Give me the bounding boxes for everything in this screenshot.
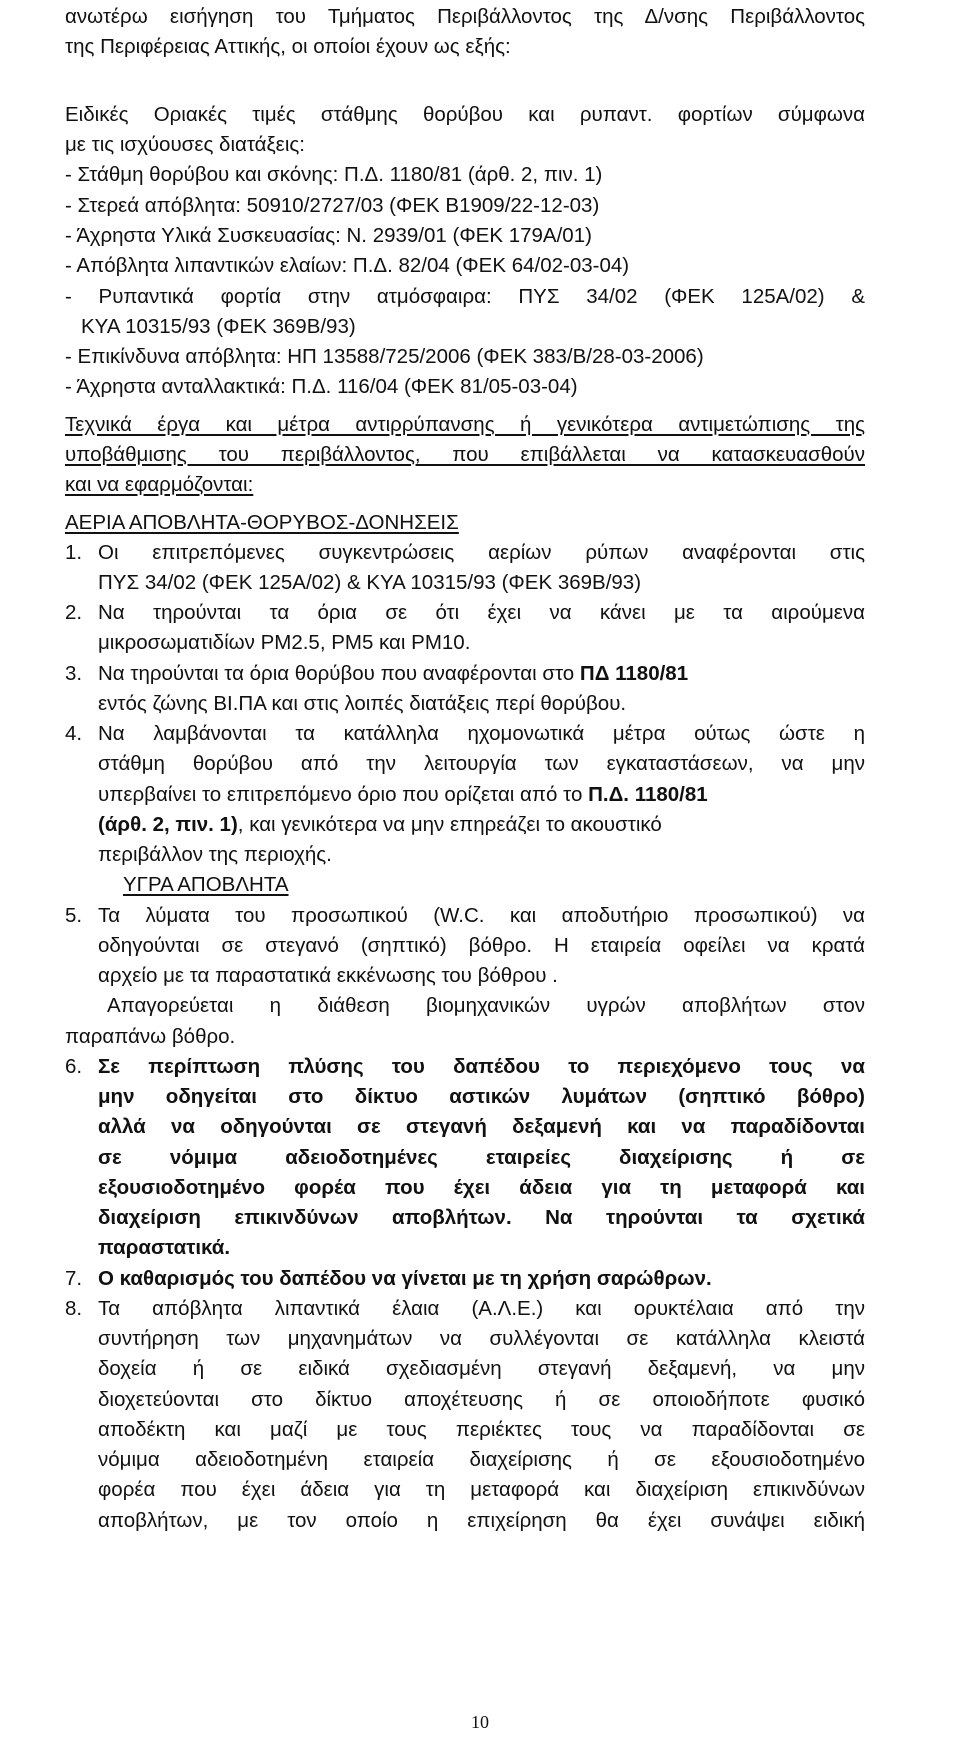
item-text: εξουσιοδοτημένο φορέα που έχει άδεια για τη μεταφορά και [98, 1176, 865, 1199]
item-text: διοχετεύονται στο δίκτυο αποχέτευσης ή σε οποιοδήποτε φυσικό [98, 1388, 865, 1411]
item-text: Απαγορεύεται η διάθεση βιομηχανικών υγρών αποβλήτων στον [107, 994, 865, 1017]
section-liquid-title: ΥΓΡΑ ΑΠΟΒΛΗΤΑ [123, 873, 289, 896]
item-text: αποδέκτη και μαζί με τους περιέκτες τους να παραδίδονται σε [98, 1418, 865, 1441]
item-text: υπερβαίνει το επιτρεπόμενο όριο που ορίζεται από το Π.Δ. 1180/81 [98, 783, 708, 806]
item-number: 2. [65, 601, 83, 624]
item-text: παραπάνω βόθρο. [65, 1025, 236, 1048]
item-number: 8. [65, 1297, 83, 1320]
limit-item: - Άχρηστα ανταλλακτικά: Π.Δ. 116/04 (ΦΕΚ 81/05-03-04) [65, 375, 578, 398]
item-text: στάθμη θορύβου από την λειτουργία των εγκαταστάσεων, να μην [98, 752, 865, 775]
item-text: Οι επιτρεπόμενες συγκεντρώσεις αερίων ρύπων αναφέρονται στις [98, 541, 865, 564]
item-text: αποβλήτων, με τον οποίο η επιχείρηση θα έχει συνάψει ειδική [98, 1509, 865, 1532]
item-number: 7. [65, 1267, 83, 1290]
item-text: μικροσωματιδίων PM2.5, PM5 και PM10. [98, 631, 471, 654]
intro-line: ανωτέρω εισήγηση του Τμήματος Περιβάλλοντος της Δ/νσης Περιβάλλοντος [65, 5, 865, 28]
item-text: διαχείριση επικινδύνων αποβλήτων. Να τηρούνται τα σχετικά [98, 1206, 865, 1229]
item-text: σε νόμιμα αδειοδοτημένες εταιρείες διαχείρισης ή σε [98, 1146, 865, 1169]
intro-line: της Περιφέρειας Αττικής, οι οποίοι έχουν ως εξής: [65, 35, 511, 58]
item-text: ΠΥΣ 34/02 (ΦΕΚ 125Α/02) & ΚΥΑ 10315/93 (ΦΕΚ 369Β/93) [98, 571, 642, 594]
item-number: 4. [65, 722, 83, 745]
limit-item: - Ρυπαντικά φορτία στην ατμόσφαιρα: ΠΥΣ 34/02 (ΦΕΚ 125Α/02) & [65, 285, 865, 308]
item-text: φορέα που έχει άδεια για τη μεταφορά και διαχείριση επικινδύνων [98, 1478, 865, 1501]
limit-item: - Απόβλητα λιπαντικών ελαίων: Π.Δ. 82/04 (ΦΕΚ 64/02-03-04) [65, 254, 630, 277]
limit-item: ΚΥΑ 10315/93 (ΦΕΚ 369Β/93) [81, 315, 356, 338]
item-text: δοχεία ή σε ειδικά σχεδιασμένη στεγανή δεξαμενή, να μην [98, 1357, 865, 1380]
section-air-title: ΑΕΡΙΑ ΑΠΟΒΛΗΤΑ-ΘΟΡΥΒΟΣ-ΔΟΝΗΣΕΙΣ [65, 511, 459, 534]
item-text: Να τηρούνται τα όρια θορύβου που αναφέρονται στο ΠΔ 1180/81 [98, 662, 689, 685]
item-text: παραστατικά. [98, 1236, 231, 1259]
limit-item: - Στερεά απόβλητα: 50910/2727/03 (ΦΕΚ Β1909/22-12-03) [65, 194, 600, 217]
works-heading: Τεχνικά έργα και μέτρα αντιρρύπανσης ή γενικότερα αντιμετώπισης της [65, 413, 865, 436]
item-text: αλλά να οδηγούνται σε στεγανή δεξαμενή και να παραδίδονται [98, 1115, 865, 1138]
item-text: οδηγούνται σε στεγανό (σηπτικό) βόθρο. Η εταιρεία οφείλει να κρατά [98, 934, 865, 957]
item-text: Σε περίπτωση πλύσης του δαπέδου το περιεχόμενο τους να [98, 1055, 865, 1078]
limit-item: - Άχρηστα Υλικά Συσκευασίας: Ν. 2939/01 (ΦΕΚ 179Α/01) [65, 224, 592, 247]
item-text: νόμιμα αδειοδοτημένη εταιρεία διαχείρισης ή σε εξουσιοδοτημένο [98, 1448, 865, 1471]
item-number: 1. [65, 541, 83, 564]
item-text: συντήρηση των μηχανημάτων να συλλέγονται σε κατάλληλα κλειστά [98, 1327, 865, 1350]
item-text: μην οδηγείται στο δίκτυο αστικών λυμάτων (σηπτικό βόθρο) [98, 1085, 865, 1108]
item-text: εντός ζώνης ΒΙ.ΠΑ και στις λοιπές διατάξεις περί θορύβου. [98, 692, 627, 715]
item-number: 5. [65, 904, 83, 927]
item-text: Τα απόβλητα λιπαντικά έλαια (Α.Λ.Ε.) και ορυκτέλαια από την [98, 1297, 865, 1320]
limit-item: - Στάθμη θορύβου και σκόνης: Π.Δ. 1180/81 (άρθ. 2, πιν. 1) [65, 163, 603, 186]
item-text: Να τηρούνται τα όρια σε ότι έχει να κάνει με τα αιρούμενα [98, 601, 865, 624]
page-number: 10 [471, 1712, 489, 1732]
item-text: Να λαμβάνονται τα κατάλληλα ηχομονωτικά μέτρα ούτως ώστε η [98, 722, 865, 745]
limits-title: Ειδικές Οριακές τιμές στάθμης θορύβου και ρυπαντ. φορτίων σύμφωνα [65, 103, 865, 126]
item-text: περιβάλλον της περιοχής. [98, 843, 332, 866]
item-text: Ο καθαρισμός του δαπέδου να γίνεται με τη χρήση σαρώθρων. [98, 1267, 712, 1290]
item-number: 3. [65, 662, 83, 685]
item-text: Τα λύματα του προσωπικού (W.C. και αποδυτήριο προσωπικού) να [98, 904, 865, 927]
limit-item: - Επικίνδυνα απόβλητα: ΗΠ 13588/725/2006 (ΦΕΚ 383/Β/28-03-2006) [65, 345, 704, 368]
item-number: 6. [65, 1055, 83, 1078]
item-text: (άρθ. 2, πιν. 1), και γενικότερα να μην επηρεάζει το ακουστικό [98, 813, 662, 836]
limits-title: με τις ισχύουσες διατάξεις: [65, 133, 305, 156]
works-heading: και να εφαρμόζονται: [65, 473, 254, 496]
item-text: αρχείο με τα παραστατικά εκκένωσης του βόθρου . [98, 964, 558, 987]
works-heading: υποβάθμισης του περιβάλλοντος, που επιβάλλεται να κατασκευασθούν [65, 443, 865, 466]
